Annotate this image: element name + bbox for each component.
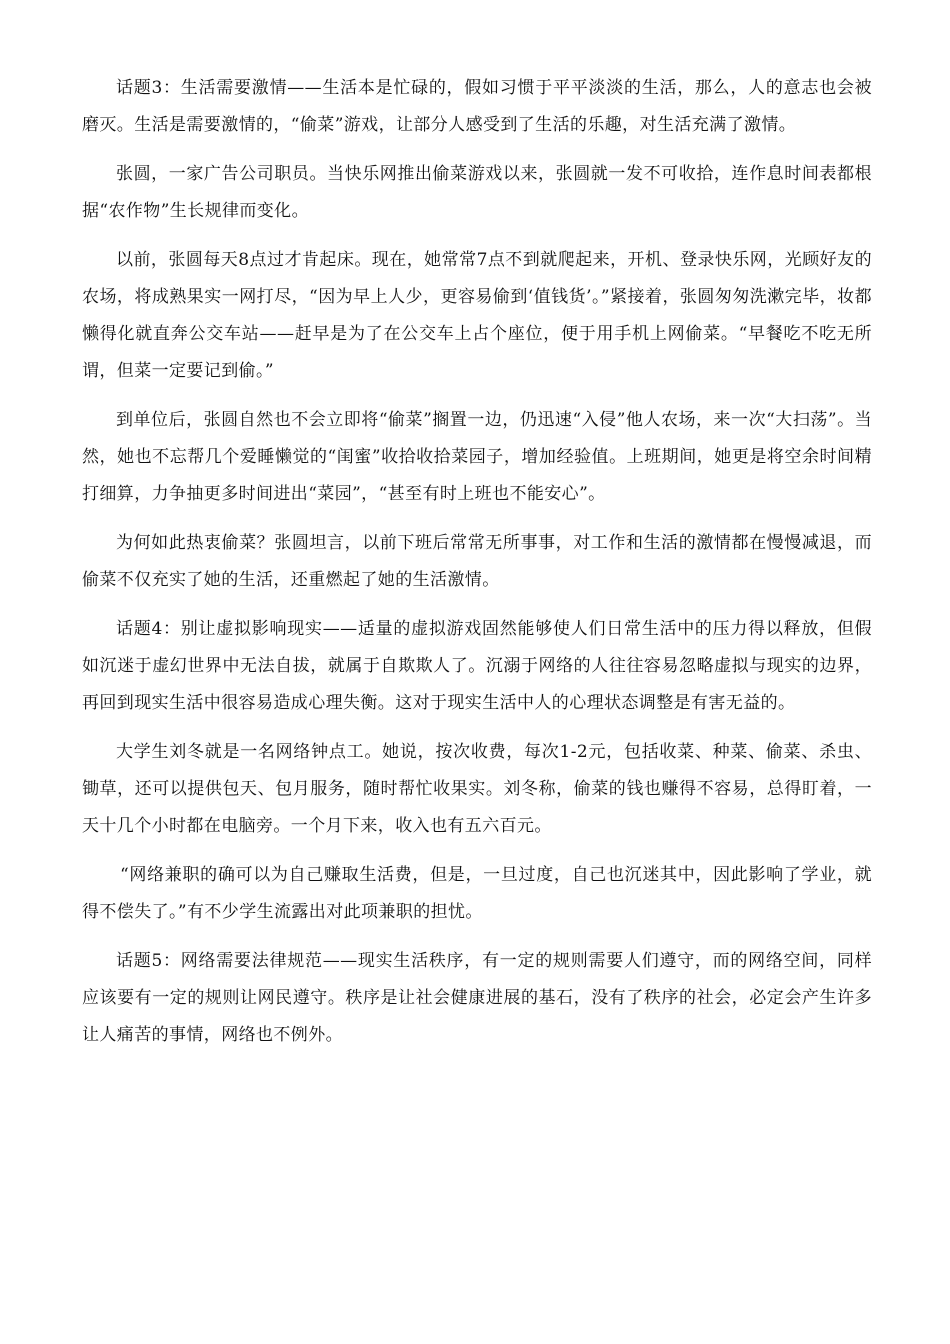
paragraph-morning-routine: 以前，张圆每天8点过才肯起床。现在，她常常7点不到就爬起来，开机、登录快乐网，光顾好友的农场，将成熟果实一网打尽，“因为早上人少，更容易偷到‘值钱货’。”紧接着，张圆匆匆洗漱完毕，妆都懒得化就直奔公交车站——赶早是为了在公交车上占个座位，便于用手机上网偷菜。“早餐吃不吃无所谓，但菜一定要记到偷。” <box>82 250 872 381</box>
paragraph-topic-4: 话题4：别让虚拟影响现实——适量的虚拟游戏固然能够使人们日常生活中的压力得以释放，但假如沉迷于虚幻世界中无法自拔，就属于自欺欺人了。沉溺于网络的人往往容易忽略虚拟与现实的边界，再回到现实生活中很容易造成心理失衡。这对于现实生活中人的心理状态调整是有害无益的。 <box>82 619 872 713</box>
paragraph-liu-dong: 大学生刘冬就是一名网络钟点工。她说，按次收费，每次1-2元，包括收菜、种菜、偷菜、杀虫、锄草，还可以提供包天、包月服务，随时帮忙收果实。刘冬称，偷菜的钱也赚得不容易，总得盯着，一天十几个小时都在电脑旁。一个月下来，收入也有五六百元。 <box>82 742 872 836</box>
paragraph-student-concern: “网络兼职的确可以为自己赚取生活费，但是，一旦过度，自己也沉迷其中，因此影响了学业，就得不偿失了。”有不少学生流露出对此项兼职的担忧。 <box>82 865 872 922</box>
paragraph-why-passionate: 为何如此热衷偷菜？张圆坦言，以前下班后常常无所事事，对工作和生活的激情都在慢慢减退，而偷菜不仅充实了她的生活，还重燃起了她的生活激情。 <box>82 533 872 590</box>
paragraph-zhang-yuan-intro: 张圆，一家广告公司职员。当快乐网推出偷菜游戏以来，张圆就一发不可收拾，连作息时间表都根据“农作物”生长规律而变化。 <box>82 164 872 221</box>
paragraph-topic-5: 话题5：网络需要法律规范——现实生活秩序，有一定的规则需要人们遵守，而的网络空间，同样应该要有一定的规则让网民遵守。秩序是让社会健康进展的基石，没有了秩序的社会，必定会产生许多让人痛苦的事情，网络也不例外。 <box>82 951 872 1045</box>
paragraph-topic-3: 话题3：生活需要激情——生活本是忙碌的，假如习惯于平平淡淡的生活，那么，人的意志也会被磨灭。生活是需要激情的，“偷菜”游戏，让部分人感受到了生活的乐趣，对生活充满了激情。 <box>82 78 872 135</box>
document-page <box>82 70 872 1066</box>
paragraph-at-work: 到单位后，张圆自然也不会立即将“偷菜”搁置一边，仍迅速“入侵”他人农场，来一次“大扫荡”。当然，她也不忘帮几个爱睡懒觉的“闺蜜”收拾收拾菜园子，增加经验值。上班期间，她更是将空余时间精打细算，力争抽更多时间进出“菜园”，“甚至有时上班也不能安心”。 <box>82 410 872 504</box>
